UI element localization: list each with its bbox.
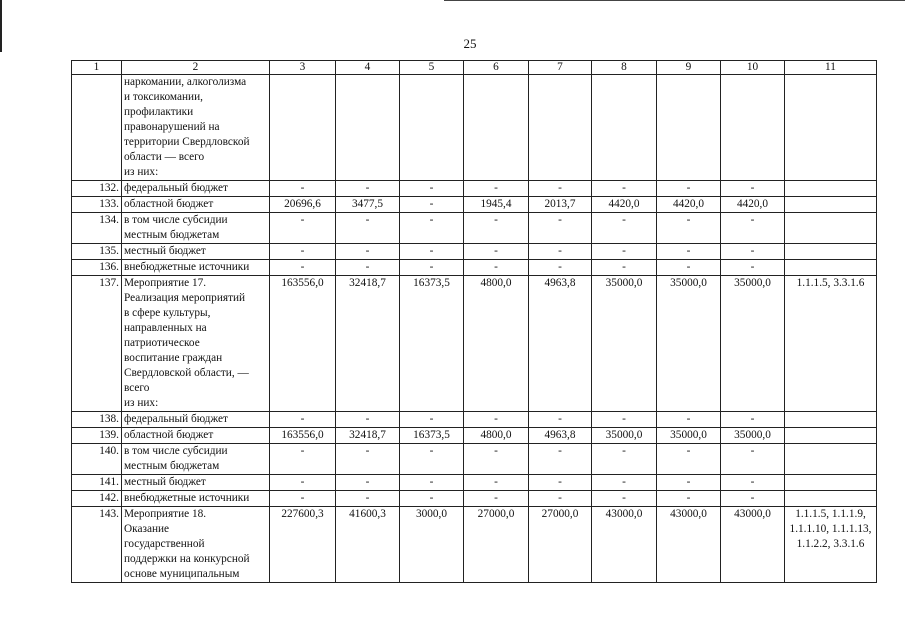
- row-name: Мероприятие 18. Оказание государственной поддержки на конкурсной основе муниципальным: [122, 507, 270, 583]
- value-cell: [592, 75, 657, 181]
- value-cell: -: [464, 181, 529, 197]
- value-cell: -: [400, 244, 464, 260]
- row-number: 141.: [72, 475, 122, 491]
- table-row: [72, 444, 877, 475]
- value-cell: -: [592, 444, 657, 475]
- column-header: 7: [529, 61, 592, 75]
- row-name: местный бюджет: [122, 244, 270, 260]
- value-cell: -: [400, 412, 464, 428]
- target-reference: [785, 181, 877, 197]
- row-number: 138.: [72, 412, 122, 428]
- value-cell: -: [400, 475, 464, 491]
- target-reference: [785, 475, 877, 491]
- value-cell: -: [657, 412, 721, 428]
- value-cell: 163556,0: [270, 428, 336, 444]
- column-header: 9: [657, 61, 721, 75]
- column-header: 2: [122, 61, 270, 75]
- value-cell: 43000,0: [721, 507, 785, 583]
- target-reference: [785, 444, 877, 475]
- value-cell: -: [464, 412, 529, 428]
- target-reference: 1.1.1.5, 3.3.1.6: [785, 276, 877, 412]
- value-cell: -: [400, 260, 464, 276]
- column-header: 8: [592, 61, 657, 75]
- table-row: [72, 260, 877, 276]
- row-name: местный бюджет: [122, 475, 270, 491]
- value-cell: -: [336, 181, 400, 197]
- value-cell: 4963,8: [529, 428, 592, 444]
- value-cell: -: [721, 444, 785, 475]
- value-cell: -: [336, 475, 400, 491]
- value-cell: -: [721, 213, 785, 244]
- value-cell: -: [529, 260, 592, 276]
- table-row: [72, 507, 877, 583]
- value-cell: -: [400, 181, 464, 197]
- value-cell: 1945,4: [464, 197, 529, 213]
- target-reference: [785, 491, 877, 507]
- value-cell: 35000,0: [657, 428, 721, 444]
- value-cell: -: [270, 244, 336, 260]
- value-cell: -: [529, 181, 592, 197]
- row-number: 142.: [72, 491, 122, 507]
- row-number: 140.: [72, 444, 122, 475]
- value-cell: -: [721, 244, 785, 260]
- value-cell: -: [400, 444, 464, 475]
- value-cell: 3477,5: [336, 197, 400, 213]
- value-cell: -: [270, 475, 336, 491]
- value-cell: -: [400, 491, 464, 507]
- table-row: [72, 213, 877, 244]
- value-cell: -: [336, 213, 400, 244]
- row-name: областной бюджет: [122, 197, 270, 213]
- value-cell: -: [657, 260, 721, 276]
- value-cell: -: [464, 491, 529, 507]
- value-cell: -: [400, 213, 464, 244]
- value-cell: 27000,0: [464, 507, 529, 583]
- header-row: [72, 61, 877, 75]
- value-cell: -: [464, 213, 529, 244]
- value-cell: [336, 75, 400, 181]
- value-cell: -: [529, 444, 592, 475]
- row-name: Мероприятие 17. Реализация мероприятий в сфере культуры, направленных на патриотическое воспитание граждан Свердловской области, — всего из них:: [122, 276, 270, 412]
- column-header: 10: [721, 61, 785, 75]
- value-cell: -: [270, 260, 336, 276]
- row-name: федеральный бюджет: [122, 181, 270, 197]
- value-cell: 227600,3: [270, 507, 336, 583]
- row-name: в том числе субсидии местным бюджетам: [122, 444, 270, 475]
- table-row: [72, 244, 877, 260]
- value-cell: 32418,7: [336, 428, 400, 444]
- table-row: [72, 181, 877, 197]
- row-number: 137.: [72, 276, 122, 412]
- value-cell: 43000,0: [592, 507, 657, 583]
- value-cell: -: [657, 444, 721, 475]
- value-cell: [270, 75, 336, 181]
- row-number: [72, 75, 122, 181]
- row-number: 135.: [72, 244, 122, 260]
- value-cell: 16373,5: [400, 276, 464, 412]
- value-cell: -: [270, 213, 336, 244]
- row-name: внебюджетные источники: [122, 260, 270, 276]
- value-cell: -: [721, 491, 785, 507]
- value-cell: 35000,0: [657, 276, 721, 412]
- value-cell: -: [657, 213, 721, 244]
- value-cell: 3000,0: [400, 507, 464, 583]
- value-cell: -: [529, 491, 592, 507]
- value-cell: 4800,0: [464, 428, 529, 444]
- value-cell: -: [400, 197, 464, 213]
- column-header: 3: [270, 61, 336, 75]
- value-cell: 27000,0: [529, 507, 592, 583]
- value-cell: -: [336, 260, 400, 276]
- page-number: 25: [463, 36, 477, 51]
- target-reference: [785, 412, 877, 428]
- value-cell: 41600,3: [336, 507, 400, 583]
- top-rule: [444, 0, 905, 1]
- target-reference: [785, 75, 877, 181]
- row-number: 139.: [72, 428, 122, 444]
- value-cell: -: [657, 244, 721, 260]
- table-row: [72, 491, 877, 507]
- value-cell: -: [592, 213, 657, 244]
- column-header: 11: [785, 61, 877, 75]
- value-cell: 4420,0: [657, 197, 721, 213]
- row-name: областной бюджет: [122, 428, 270, 444]
- target-reference: [785, 244, 877, 260]
- column-header: 1: [72, 61, 122, 75]
- value-cell: 35000,0: [721, 276, 785, 412]
- value-cell: -: [270, 491, 336, 507]
- table-row: [72, 428, 877, 444]
- value-cell: 16373,5: [400, 428, 464, 444]
- value-cell: -: [336, 244, 400, 260]
- value-cell: 20696,6: [270, 197, 336, 213]
- table-row: [72, 276, 877, 412]
- budget-table: [71, 60, 877, 583]
- row-number: 143.: [72, 507, 122, 583]
- value-cell: 35000,0: [592, 276, 657, 412]
- value-cell: -: [464, 475, 529, 491]
- value-cell: -: [529, 412, 592, 428]
- row-number: 136.: [72, 260, 122, 276]
- row-name: внебюджетные источники: [122, 491, 270, 507]
- value-cell: -: [336, 491, 400, 507]
- table-row: [72, 197, 877, 213]
- value-cell: [464, 75, 529, 181]
- value-cell: 4420,0: [721, 197, 785, 213]
- value-cell: -: [657, 475, 721, 491]
- value-cell: -: [464, 260, 529, 276]
- value-cell: -: [657, 491, 721, 507]
- value-cell: -: [721, 181, 785, 197]
- value-cell: 35000,0: [592, 428, 657, 444]
- target-reference: [785, 213, 877, 244]
- value-cell: -: [592, 412, 657, 428]
- target-reference: 1.1.1.5, 1.1.1.9, 1.1.1.10, 1.1.1.13, 1.1.2.2, 3.3.1.6: [785, 507, 877, 583]
- value-cell: -: [721, 475, 785, 491]
- table-row: [72, 412, 877, 428]
- value-cell: -: [270, 181, 336, 197]
- value-cell: -: [529, 475, 592, 491]
- value-cell: -: [270, 444, 336, 475]
- column-header: 6: [464, 61, 529, 75]
- value-cell: -: [721, 412, 785, 428]
- value-cell: [529, 75, 592, 181]
- row-name: наркомании, алкоголизма и токсикомании, профилактики правонарушений на территории Свердловской области — всего из них:: [122, 75, 270, 181]
- value-cell: -: [270, 412, 336, 428]
- row-number: 134.: [72, 213, 122, 244]
- row-name: в том числе субсидии местным бюджетам: [122, 213, 270, 244]
- value-cell: -: [657, 181, 721, 197]
- value-cell: 2013,7: [529, 197, 592, 213]
- row-name: федеральный бюджет: [122, 412, 270, 428]
- value-cell: -: [592, 181, 657, 197]
- column-header: 4: [336, 61, 400, 75]
- value-cell: 35000,0: [721, 428, 785, 444]
- value-cell: -: [721, 260, 785, 276]
- column-header: 5: [400, 61, 464, 75]
- value-cell: 163556,0: [270, 276, 336, 412]
- value-cell: 4800,0: [464, 276, 529, 412]
- value-cell: -: [529, 244, 592, 260]
- value-cell: -: [592, 491, 657, 507]
- value-cell: 4963,8: [529, 276, 592, 412]
- value-cell: -: [464, 244, 529, 260]
- value-cell: 4420,0: [592, 197, 657, 213]
- value-cell: -: [592, 475, 657, 491]
- value-cell: -: [592, 244, 657, 260]
- value-cell: -: [336, 444, 400, 475]
- value-cell: -: [592, 260, 657, 276]
- value-cell: 32418,7: [336, 276, 400, 412]
- target-reference: [785, 197, 877, 213]
- value-cell: -: [529, 213, 592, 244]
- value-cell: -: [464, 444, 529, 475]
- value-cell: [400, 75, 464, 181]
- target-reference: [785, 260, 877, 276]
- table-row: [72, 475, 877, 491]
- row-number: 133.: [72, 197, 122, 213]
- value-cell: 43000,0: [657, 507, 721, 583]
- row-number: 132.: [72, 181, 122, 197]
- value-cell: -: [336, 412, 400, 428]
- table-row: [72, 75, 877, 181]
- value-cell: [721, 75, 785, 181]
- target-reference: [785, 428, 877, 444]
- value-cell: [657, 75, 721, 181]
